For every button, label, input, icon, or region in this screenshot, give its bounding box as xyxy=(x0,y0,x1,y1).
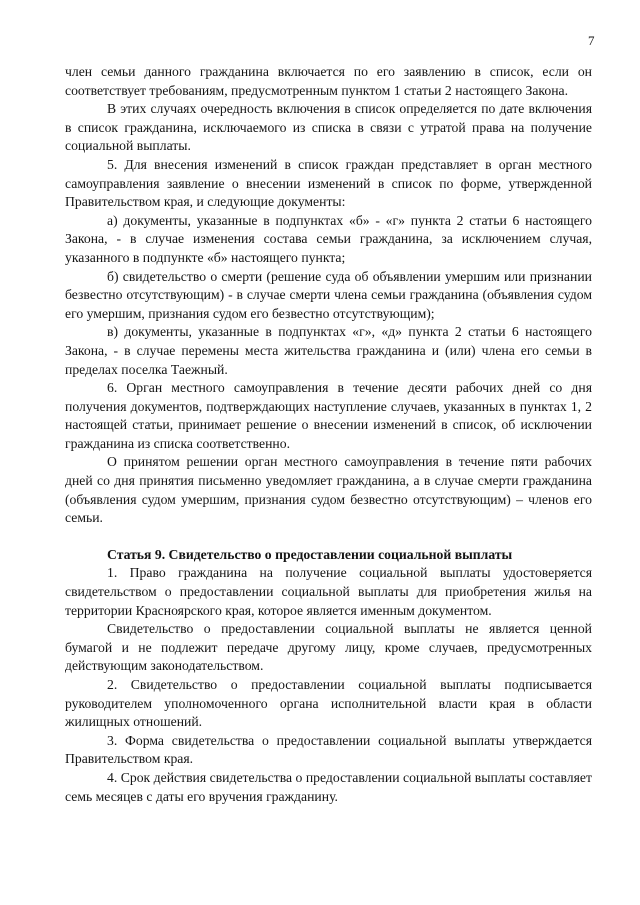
paragraph: член семьи данного гражданина включается по его заявлению в список, если он соответствует требованиям, предусмотренным пунктом 1 статьи 2 настоящего Закона. xyxy=(65,64,592,98)
article-heading: Статья 9. Свидетельство о предоставлении социальной выплаты xyxy=(107,546,513,562)
paragraph: О принятом решении орган местного самоуправления в течение пяти рабочих дней со дня принятия письменно уведомляет гражданина, а в случае смерти гражданина (объявления судом умершим, признания судом безвестно отсутствующим) – членов его семьи. xyxy=(65,454,592,526)
paragraph: а) документы, указанные в подпунктах «б» - «г» пункта 2 статьи 6 настоящего Закона, - в случае изменения состава семьи гражданина, за исключением случая, указанного в подпункте «б» настоящего пункта; xyxy=(65,212,592,265)
page-number: 7 xyxy=(588,33,595,48)
paragraph: 3. Форма свидетельства о предоставлении социальной выплаты утверждается Правительством края. xyxy=(65,732,592,767)
paragraph: б) свидетельство о смерти (решение суда об объявлении умершим или признании безвестно отсутствующим) - в случае смерти члена семьи гражданина (объявления судом его умершим, признания судом его безвестно отсутствующим); xyxy=(65,268,592,321)
document-body xyxy=(65,63,592,806)
paragraph: В этих случаях очередность включения в список определяется по дате включения в список гражданина, исключаемого из списка в связи с утратой права на получение социальной выплаты. xyxy=(65,101,592,154)
paragraph: 5. Для внесения изменений в список граждан представляет в орган местного самоуправления заявление о внесении изменений в список по форме, утвержденной Правительством края, и следующие документы: xyxy=(65,156,592,210)
paragraph: 4. Срок действия свидетельства о предоставлении социальной выплаты составляет семь месяцев с даты его вручения гражданину. xyxy=(65,769,592,804)
paragraph: Свидетельство о предоставлении социальной выплаты не является ценной бумагой и не подлежит передаче другому лицу, кроме случаев, предусмотренных действующим законодательством. xyxy=(65,621,592,674)
section-spacer xyxy=(65,528,592,546)
paragraph: 2. Свидетельство о предоставлении социальной выплаты подписывается руководителем уполномоченного органа исполнительной власти края в области жилищных отношений. xyxy=(65,677,592,730)
paragraph: в) документы, указанные в подпунктах «г», «д» пункта 2 статьи 6 настоящего Закона, - в случае перемены места жительства гражданина и (или) члена его семьи в пределах поселка Таежный. xyxy=(65,324,592,377)
paragraph: 1. Право гражданина на получение социальной выплаты удостоверяется свидетельством о предоставлении социальной выплаты для приобретения жилья на территории Красноярского края, которое является именным документом. xyxy=(65,565,592,618)
paragraph: 6. Орган местного самоуправления в течение десяти рабочих дней со дня получения документов, подтверждающих наступление случаев, указанных в пунктах 1, 2 настоящей статьи, принимает решение о внесении изменений в список, об исключении гражданина из списка соответственно. xyxy=(65,380,592,451)
